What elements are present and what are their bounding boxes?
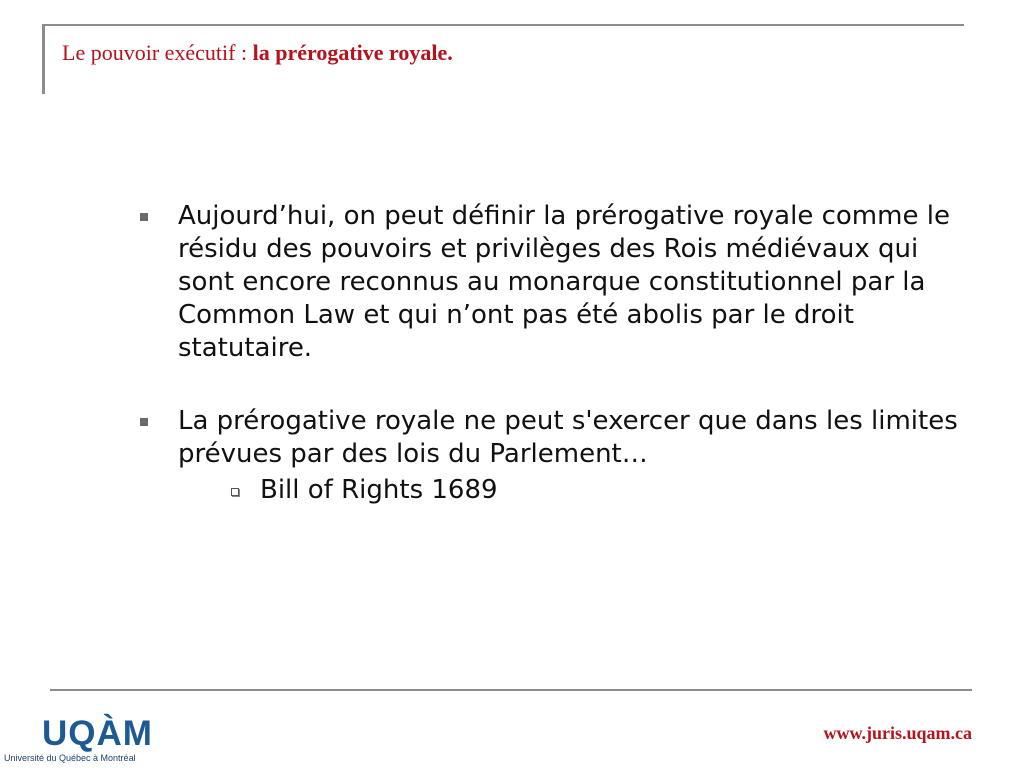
sub-bullet-text: Bill of Rights 1689 [260, 475, 498, 505]
logo-subtext: Université du Québec à Montréal [4, 753, 136, 763]
left-accent-divider [42, 24, 45, 94]
bullet-text: La prérogative royale ne peut s'exercer que dans les limites prévues par des lois du Parlement… [178, 406, 958, 469]
slide-title-bold: la prérogative royale. [252, 40, 453, 65]
slide-content [140, 200, 980, 507]
slide-title [62, 40, 453, 66]
sub-bullet-item [178, 474, 980, 507]
uqam-logo [2, 716, 152, 766]
square-bullet-icon [140, 418, 148, 426]
square-bullet-icon [140, 213, 148, 221]
footer-url: www.juris.uqam.ca [823, 723, 972, 743]
top-divider [42, 24, 964, 26]
bottom-divider [50, 689, 972, 691]
bullet-text: Aujourd’hui, on peut définir la prérogative royale comme le résidu des pouvoirs et privilèges des Rois médiévaux qui sont encore reconnus au monarque constitutionnel par la Common Law et qui n’ont pas été abolis par le droit statutaire. [178, 201, 950, 363]
logo-wordmark: UQÀM [42, 714, 153, 753]
slide-title-regular: Le pouvoir exécutif : [62, 40, 253, 65]
bullet-item [140, 405, 980, 507]
hollow-square-bullet-icon [231, 488, 239, 496]
bullet-item [140, 200, 980, 365]
